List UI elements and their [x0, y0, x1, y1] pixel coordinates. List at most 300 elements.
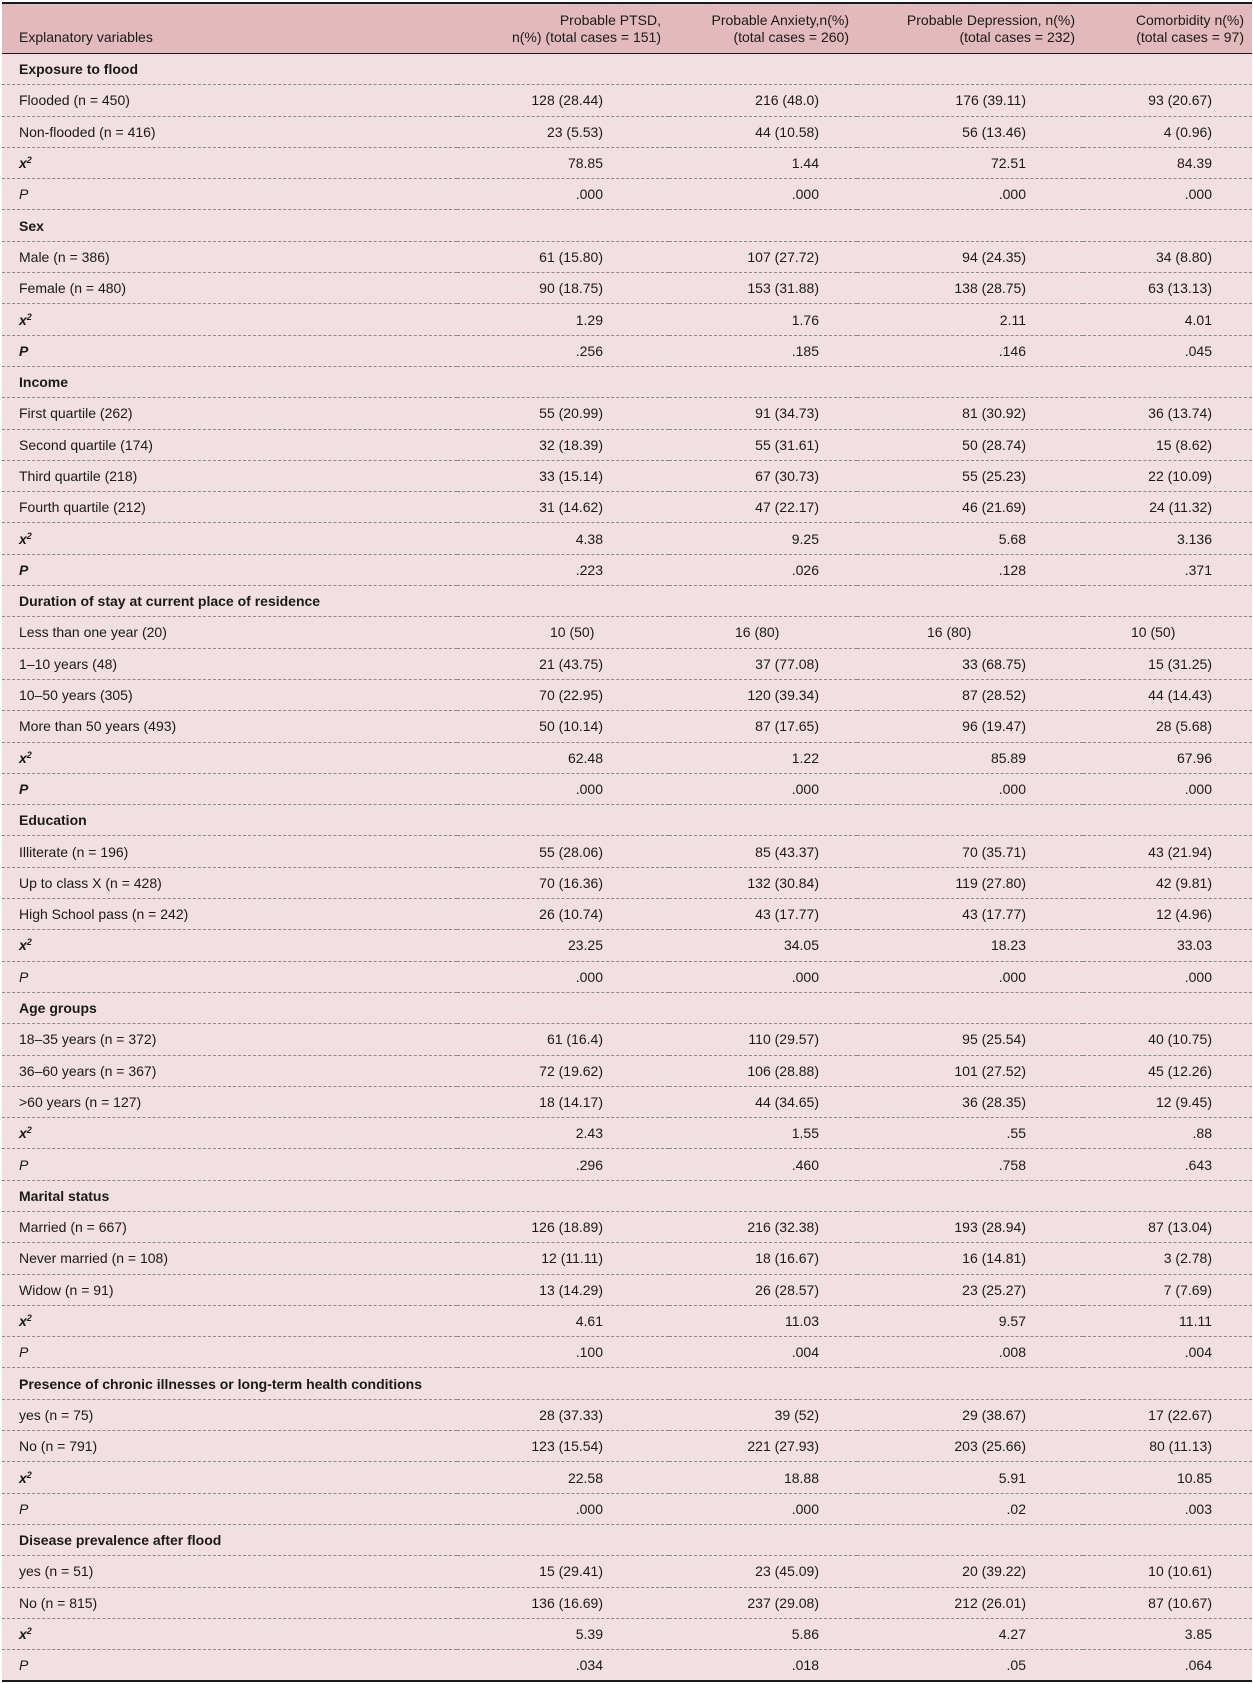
cell-value: 28 (5.68): [1083, 711, 1252, 742]
chi-superscript: 2: [26, 530, 32, 541]
row-label: Second quartile (174): [2, 429, 457, 460]
cell-value: 23 (5.53): [457, 116, 669, 147]
table-row: [2, 1211, 1252, 1242]
p-value: .05: [857, 1650, 1083, 1682]
header-ptsd-line1: Probable PTSD,: [559, 12, 661, 28]
table-row: [2, 648, 1252, 679]
section-title: Presence of chronic illnesses or long-term health conditions: [2, 1368, 1252, 1399]
p-value: .000: [669, 961, 857, 992]
cell-value: 7 (7.69): [1083, 1274, 1252, 1305]
cell-value: 16 (14.81): [857, 1243, 1083, 1274]
cell-value: 70 (22.95): [457, 679, 669, 710]
chi-superscript: 2: [26, 155, 32, 166]
row-label: 36–60 years (n = 367): [2, 1055, 457, 1086]
cell-value: 24 (11.32): [1083, 492, 1252, 523]
cell-value: 15 (29.41): [457, 1556, 669, 1587]
cell-value: 39 (52): [669, 1399, 857, 1430]
cell-value: 55 (25.23): [857, 460, 1083, 491]
cell-value: 33 (15.14): [457, 460, 669, 491]
chi-symbol: x: [19, 1625, 27, 1642]
table-row: [2, 1431, 1252, 1462]
header-comorbidity-line2: (total cases = 97): [1136, 29, 1244, 45]
row-label: >60 years (n = 127): [2, 1086, 457, 1117]
p-value-label: P: [2, 179, 457, 210]
table-row: [2, 617, 1252, 648]
row-label: Non-flooded (n = 416): [2, 116, 457, 147]
cell-value: 44 (14.43): [1083, 679, 1252, 710]
cell-value: 16 (80): [669, 617, 857, 648]
cell-value: 153 (31.88): [669, 273, 857, 304]
chi-square-value: 72.51: [857, 147, 1083, 178]
chi-square-label: [2, 1462, 457, 1493]
chi-superscript: 2: [26, 311, 32, 322]
cell-value: 15 (8.62): [1083, 429, 1252, 460]
cell-value: 18 (16.67): [669, 1243, 857, 1274]
cell-value: 81 (30.92): [857, 398, 1083, 429]
cell-value: 23 (45.09): [669, 1556, 857, 1587]
p-value: .045: [1083, 335, 1252, 366]
p-value: .000: [1083, 179, 1252, 210]
chi-square-value: 1.44: [669, 147, 857, 178]
chi-symbol: x: [19, 1125, 27, 1142]
section-heading-row: [2, 54, 1252, 85]
section-heading-row: [2, 1368, 1252, 1399]
cell-value: 42 (9.81): [1083, 867, 1252, 898]
chi-square-value: 67.96: [1083, 742, 1252, 773]
cell-value: 67 (30.73): [669, 460, 857, 491]
p-value-row: [2, 1650, 1252, 1682]
cell-value: 26 (10.74): [457, 899, 669, 930]
table-row: [2, 116, 1252, 147]
chi-square-value: 11.03: [669, 1305, 857, 1336]
section-title: Education: [2, 805, 1252, 836]
section-heading-row: [2, 366, 1252, 397]
p-value: .018: [669, 1650, 857, 1682]
header-depression-line2: (total cases = 232): [959, 29, 1075, 45]
chi-square-value: 5.39: [457, 1618, 669, 1649]
table-body: [2, 54, 1252, 1682]
cell-value: 70 (16.36): [457, 867, 669, 898]
chi-square-label: [2, 147, 457, 178]
section-title: Age groups: [2, 992, 1252, 1023]
cell-value: 96 (19.47): [857, 711, 1083, 742]
chi-square-row: [2, 1305, 1252, 1336]
p-value: .064: [1083, 1650, 1252, 1682]
cell-value: 10 (10.61): [1083, 1556, 1252, 1587]
p-value: .026: [669, 554, 857, 585]
row-label: yes (n = 75): [2, 1399, 457, 1430]
chi-square-value: 1.76: [669, 304, 857, 335]
cell-value: 119 (27.80): [857, 867, 1083, 898]
p-value: .000: [857, 179, 1083, 210]
p-value: .000: [1083, 773, 1252, 804]
cell-value: 128 (28.44): [457, 85, 669, 116]
chi-square-value: 4.01: [1083, 304, 1252, 335]
chi-square-value: 4.61: [457, 1305, 669, 1336]
cell-value: 46 (21.69): [857, 492, 1083, 523]
p-value-row: [2, 179, 1252, 210]
cell-value: 13 (14.29): [457, 1274, 669, 1305]
p-value-label: P: [2, 1650, 457, 1682]
row-label: More than 50 years (493): [2, 711, 457, 742]
row-label: Married (n = 667): [2, 1211, 457, 1242]
table-row: [2, 1399, 1252, 1430]
table-row: [2, 241, 1252, 272]
p-value: .460: [669, 1149, 857, 1180]
table-row: [2, 836, 1252, 867]
cell-value: 12 (4.96): [1083, 899, 1252, 930]
p-value-row: [2, 773, 1252, 804]
chi-square-value: 22.58: [457, 1462, 669, 1493]
table-row: [2, 679, 1252, 710]
cell-value: 29 (38.67): [857, 1399, 1083, 1430]
p-value: .000: [669, 773, 857, 804]
chi-square-value: 9.25: [669, 523, 857, 554]
results-table-container: [2, 2, 1252, 1682]
chi-symbol: x: [19, 1313, 27, 1330]
p-value: .000: [457, 1493, 669, 1524]
cell-value: 107 (27.72): [669, 241, 857, 272]
chi-superscript: 2: [26, 1469, 32, 1480]
chi-square-value: 18.23: [857, 930, 1083, 961]
cell-value: 90 (18.75): [457, 273, 669, 304]
p-value-row: [2, 961, 1252, 992]
chi-superscript: 2: [26, 937, 32, 948]
row-label: Up to class X (n = 428): [2, 867, 457, 898]
cell-value: 44 (34.65): [669, 1086, 857, 1117]
cell-value: 16 (80): [857, 617, 1083, 648]
results-table: [2, 2, 1252, 1682]
p-value: .371: [1083, 554, 1252, 585]
p-value-row: [2, 554, 1252, 585]
section-heading-row: [2, 210, 1252, 241]
section-title: Exposure to flood: [2, 54, 1252, 85]
p-value: .643: [1083, 1149, 1252, 1180]
row-label: 1–10 years (48): [2, 648, 457, 679]
p-value-row: [2, 1149, 1252, 1180]
p-value-row: [2, 335, 1252, 366]
p-value-label: P: [2, 335, 457, 366]
cell-value: 55 (20.99): [457, 398, 669, 429]
section-title: Disease prevalence after flood: [2, 1524, 1252, 1555]
cell-value: 85 (43.37): [669, 836, 857, 867]
chi-square-row: [2, 523, 1252, 554]
header-anxiety-line1: Probable Anxiety,n(%): [711, 12, 849, 28]
header-ptsd-line2: n(%) (total cases = 151): [511, 29, 661, 45]
chi-square-row: [2, 304, 1252, 335]
cell-value: 138 (28.75): [857, 273, 1083, 304]
cell-value: 193 (28.94): [857, 1211, 1083, 1242]
p-value: .185: [669, 335, 857, 366]
chi-square-value: 1.22: [669, 742, 857, 773]
cell-value: 136 (16.69): [457, 1587, 669, 1618]
table-row: [2, 1055, 1252, 1086]
cell-value: 12 (11.11): [457, 1243, 669, 1274]
cell-value: 31 (14.62): [457, 492, 669, 523]
chi-symbol: x: [19, 937, 27, 954]
section-heading-row: [2, 1524, 1252, 1555]
chi-square-value: 18.88: [669, 1462, 857, 1493]
chi-symbol: x: [19, 155, 27, 172]
p-value: .000: [457, 179, 669, 210]
chi-square-value: 1.29: [457, 304, 669, 335]
table-row: [2, 711, 1252, 742]
cell-value: 20 (39.22): [857, 1556, 1083, 1587]
chi-square-value: 5.68: [857, 523, 1083, 554]
cell-value: 10 (50): [1083, 617, 1252, 648]
p-value: .000: [457, 773, 669, 804]
p-value: .100: [457, 1337, 669, 1368]
section-title: Marital status: [2, 1180, 1252, 1211]
table-row: [2, 1024, 1252, 1055]
chi-square-row: [2, 742, 1252, 773]
p-value: .02: [857, 1493, 1083, 1524]
cell-value: 33 (68.75): [857, 648, 1083, 679]
cell-value: 61 (16.4): [457, 1024, 669, 1055]
section-title: Sex: [2, 210, 1252, 241]
cell-value: 43 (17.77): [857, 899, 1083, 930]
table-row: [2, 398, 1252, 429]
cell-value: 18 (14.17): [457, 1086, 669, 1117]
table-row: [2, 460, 1252, 491]
section-title: Duration of stay at current place of residence: [2, 586, 1252, 617]
chi-symbol: x: [19, 311, 27, 328]
p-value: .004: [669, 1337, 857, 1368]
cell-value: 44 (10.58): [669, 116, 857, 147]
table-row: [2, 273, 1252, 304]
chi-square-value: 62.48: [457, 742, 669, 773]
row-label: 18–35 years (n = 372): [2, 1024, 457, 1055]
cell-value: 47 (22.17): [669, 492, 857, 523]
header-anxiety-line2: (total cases = 260): [733, 29, 849, 45]
row-label: Less than one year (20): [2, 617, 457, 648]
cell-value: 36 (13.74): [1083, 398, 1252, 429]
p-value: .003: [1083, 1493, 1252, 1524]
p-value: .034: [457, 1650, 669, 1682]
chi-square-value: 84.39: [1083, 147, 1252, 178]
chi-square-value: 2.11: [857, 304, 1083, 335]
cell-value: 55 (31.61): [669, 429, 857, 460]
chi-square-value: 85.89: [857, 742, 1083, 773]
cell-value: 221 (27.93): [669, 1431, 857, 1462]
cell-value: 176 (39.11): [857, 85, 1083, 116]
cell-value: 34 (8.80): [1083, 241, 1252, 272]
section-heading-row: [2, 586, 1252, 617]
cell-value: 10 (50): [457, 617, 669, 648]
cell-value: 21 (43.75): [457, 648, 669, 679]
chi-square-value: 4.27: [857, 1618, 1083, 1649]
section-heading-row: [2, 1180, 1252, 1211]
p-value: .146: [857, 335, 1083, 366]
header-depression-line1: Probable Depression, n(%): [906, 12, 1075, 28]
chi-square-value: 78.85: [457, 147, 669, 178]
chi-square-value: 23.25: [457, 930, 669, 961]
p-value: .000: [457, 961, 669, 992]
p-value: .000: [857, 961, 1083, 992]
cell-value: 95 (25.54): [857, 1024, 1083, 1055]
chi-square-value: 5.86: [669, 1618, 857, 1649]
cell-value: 26 (28.57): [669, 1274, 857, 1305]
row-label: No (n = 815): [2, 1587, 457, 1618]
chi-square-value: 34.05: [669, 930, 857, 961]
chi-square-label: [2, 523, 457, 554]
cell-value: 12 (9.45): [1083, 1086, 1252, 1117]
cell-value: 32 (18.39): [457, 429, 669, 460]
cell-value: 23 (25.27): [857, 1274, 1083, 1305]
cell-value: 50 (28.74): [857, 429, 1083, 460]
cell-value: 93 (20.67): [1083, 85, 1252, 116]
chi-square-value: 33.03: [1083, 930, 1252, 961]
row-label: Third quartile (218): [2, 460, 457, 491]
chi-square-row: [2, 147, 1252, 178]
chi-square-value: 5.91: [857, 1462, 1083, 1493]
chi-square-row: [2, 1618, 1252, 1649]
chi-superscript: 2: [26, 749, 32, 760]
cell-value: 120 (39.34): [669, 679, 857, 710]
chi-square-value: 1.55: [669, 1118, 857, 1149]
cell-value: 3 (2.78): [1083, 1243, 1252, 1274]
p-value: .256: [457, 335, 669, 366]
cell-value: 216 (32.38): [669, 1211, 857, 1242]
chi-square-value: 4.38: [457, 523, 669, 554]
chi-square-row: [2, 930, 1252, 961]
table-row: [2, 1243, 1252, 1274]
cell-value: 216 (48.0): [669, 85, 857, 116]
row-label: No (n = 791): [2, 1431, 457, 1462]
cell-value: 36 (28.35): [857, 1086, 1083, 1117]
table-row: [2, 1086, 1252, 1117]
cell-value: 126 (18.89): [457, 1211, 669, 1242]
p-value: .008: [857, 1337, 1083, 1368]
table-row: [2, 1274, 1252, 1305]
chi-square-value: .55: [857, 1118, 1083, 1149]
chi-square-value: 11.11: [1083, 1305, 1252, 1336]
row-label: Illiterate (n = 196): [2, 836, 457, 867]
p-value: .000: [1083, 961, 1252, 992]
cell-value: 4 (0.96): [1083, 116, 1252, 147]
chi-superscript: 2: [26, 1625, 32, 1636]
chi-square-row: [2, 1462, 1252, 1493]
table-header: [2, 3, 1252, 54]
row-label: First quartile (262): [2, 398, 457, 429]
cell-value: 87 (13.04): [1083, 1211, 1252, 1242]
table-row: [2, 1587, 1252, 1618]
chi-square-value: 2.43: [457, 1118, 669, 1149]
row-label: 10–50 years (305): [2, 679, 457, 710]
row-label: Widow (n = 91): [2, 1274, 457, 1305]
chi-square-label: [2, 742, 457, 773]
table-row: [2, 867, 1252, 898]
chi-square-row: [2, 1118, 1252, 1149]
p-value: .000: [857, 773, 1083, 804]
header-depression: [857, 3, 1083, 54]
chi-square-label: [2, 1305, 457, 1336]
p-value-label: P: [2, 1493, 457, 1524]
cell-value: 45 (12.26): [1083, 1055, 1252, 1086]
header-explanatory-variables: Explanatory variables: [2, 3, 457, 54]
chi-square-label: [2, 1618, 457, 1649]
table-row: [2, 429, 1252, 460]
header-comorbidity: [1083, 3, 1252, 54]
cell-value: 56 (13.46): [857, 116, 1083, 147]
row-label: Female (n = 480): [2, 273, 457, 304]
cell-value: 37 (77.08): [669, 648, 857, 679]
header-comorbidity-line1: Comorbidity n(%): [1135, 12, 1244, 28]
header-anxiety: [669, 3, 857, 54]
p-value: .128: [857, 554, 1083, 585]
section-title: Income: [2, 366, 1252, 397]
p-value: .223: [457, 554, 669, 585]
cell-value: 63 (13.13): [1083, 273, 1252, 304]
cell-value: 106 (28.88): [669, 1055, 857, 1086]
row-label: High School pass (n = 242): [2, 899, 457, 930]
cell-value: 237 (29.08): [669, 1587, 857, 1618]
cell-value: 87 (28.52): [857, 679, 1083, 710]
cell-value: 55 (28.06): [457, 836, 669, 867]
p-value-label: P: [2, 961, 457, 992]
chi-square-value: 3.85: [1083, 1618, 1252, 1649]
row-label: Male (n = 386): [2, 241, 457, 272]
cell-value: 72 (19.62): [457, 1055, 669, 1086]
cell-value: 132 (30.84): [669, 867, 857, 898]
chi-square-label: [2, 930, 457, 961]
p-value-row: [2, 1337, 1252, 1368]
chi-superscript: 2: [26, 1313, 32, 1324]
header-row: [2, 3, 1252, 54]
row-label: Flooded (n = 450): [2, 85, 457, 116]
cell-value: 91 (34.73): [669, 398, 857, 429]
table-row: [2, 85, 1252, 116]
cell-value: 87 (17.65): [669, 711, 857, 742]
table-row: [2, 492, 1252, 523]
section-heading-row: [2, 805, 1252, 836]
chi-square-value: 3.136: [1083, 523, 1252, 554]
p-value-label: P: [2, 773, 457, 804]
p-value: .000: [669, 179, 857, 210]
cell-value: 203 (25.66): [857, 1431, 1083, 1462]
chi-square-value: 10.85: [1083, 1462, 1252, 1493]
cell-value: 22 (10.09): [1083, 460, 1252, 491]
cell-value: 43 (17.77): [669, 899, 857, 930]
chi-square-value: 9.57: [857, 1305, 1083, 1336]
cell-value: 123 (15.54): [457, 1431, 669, 1462]
chi-square-label: [2, 1118, 457, 1149]
chi-symbol: x: [19, 1469, 27, 1486]
cell-value: 110 (29.57): [669, 1024, 857, 1055]
chi-symbol: x: [19, 749, 27, 766]
cell-value: 80 (11.13): [1083, 1431, 1252, 1462]
table-row: [2, 899, 1252, 930]
chi-superscript: 2: [26, 1125, 32, 1136]
p-value-label: P: [2, 554, 457, 585]
chi-square-value: .88: [1083, 1118, 1252, 1149]
cell-value: 61 (15.80): [457, 241, 669, 272]
header-ptsd: [457, 3, 669, 54]
p-value: .758: [857, 1149, 1083, 1180]
cell-value: 101 (27.52): [857, 1055, 1083, 1086]
chi-square-label: [2, 304, 457, 335]
cell-value: 87 (10.67): [1083, 1587, 1252, 1618]
cell-value: 15 (31.25): [1083, 648, 1252, 679]
p-value: .296: [457, 1149, 669, 1180]
cell-value: 17 (22.67): [1083, 1399, 1252, 1430]
cell-value: 70 (35.71): [857, 836, 1083, 867]
p-value: .004: [1083, 1337, 1252, 1368]
chi-symbol: x: [19, 530, 27, 547]
row-label: Never married (n = 108): [2, 1243, 457, 1274]
cell-value: 43 (21.94): [1083, 836, 1252, 867]
p-value-row: [2, 1493, 1252, 1524]
